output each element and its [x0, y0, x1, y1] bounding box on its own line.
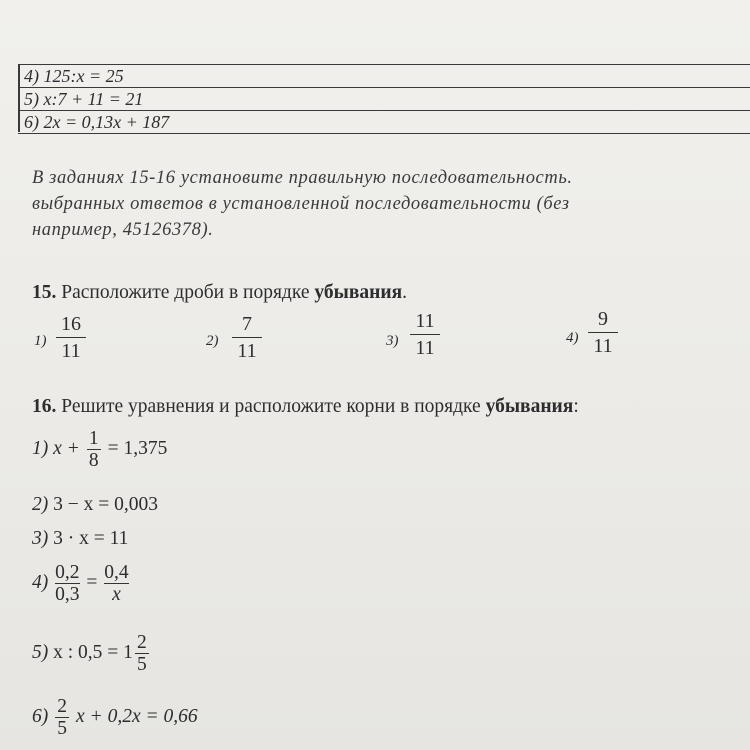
equation-1	[32, 428, 167, 471]
numerator: 1	[88, 428, 99, 449]
question-punct: :	[573, 396, 579, 417]
instructions	[32, 165, 750, 243]
table-top-border	[18, 38, 750, 65]
answer-table	[18, 38, 750, 134]
numerator: 16	[61, 313, 81, 335]
fraction	[135, 632, 149, 675]
equation-text: 3 − x = 0,003	[53, 494, 158, 515]
numerator: 0,4	[104, 562, 129, 583]
numerator: 2	[137, 632, 147, 653]
equation-part: x +	[53, 438, 80, 460]
denominator: 11	[593, 335, 613, 358]
equation-label: 4)	[32, 572, 49, 594]
option-label: 4)	[566, 330, 579, 346]
denominator: 5	[57, 718, 67, 740]
equation-text: 3 · x = 11	[53, 528, 129, 549]
fraction	[55, 562, 79, 605]
fraction-bar	[56, 337, 86, 338]
denominator: 11	[237, 340, 257, 363]
question-keyword: убывания	[485, 396, 574, 417]
equation-label: 5)	[32, 642, 49, 664]
denominator: 8	[88, 450, 99, 472]
question-number: 16.	[32, 396, 57, 417]
denominator: 11	[415, 337, 435, 360]
equation-label: 1)	[32, 438, 49, 460]
option-label: 2)	[206, 333, 219, 349]
equation-part: = 1,375	[107, 438, 168, 460]
denominator: 11	[61, 340, 81, 363]
numerator: 11	[415, 310, 435, 332]
equation-5	[32, 632, 151, 675]
fraction	[410, 310, 440, 359]
denominator: 0,3	[55, 584, 80, 606]
equation-6	[32, 696, 198, 739]
table-cell: 5) x:7 + 11 = 21	[24, 89, 144, 109]
question-16-heading	[32, 396, 579, 418]
fraction	[55, 696, 69, 739]
fraction-bar	[410, 334, 440, 335]
equation-label: 6)	[32, 706, 49, 728]
option-label: 3)	[386, 333, 399, 349]
equation-3	[32, 528, 128, 550]
fraction	[232, 313, 262, 362]
question-punct: .	[402, 282, 408, 303]
fraction-bar	[232, 337, 262, 338]
table-row	[18, 111, 750, 134]
question-number: 15.	[32, 282, 57, 303]
question-15-heading	[32, 282, 407, 304]
equation-2	[32, 494, 158, 516]
equation-part: x + 0,2x = 0,66	[76, 706, 198, 728]
equation-label: 2)	[32, 494, 49, 515]
question-text: Расположите дроби в порядке	[61, 282, 315, 303]
instruction-line: выбранных ответов в установленной последовательности (без	[32, 194, 570, 214]
fraction	[56, 313, 86, 362]
denominator: 5	[137, 654, 147, 676]
fraction-bar	[588, 332, 618, 333]
question-text: Решите уравнения и расположите корни в порядке	[61, 396, 486, 417]
instruction-line: В заданиях 15-16 установите правильную последовательность.	[32, 168, 573, 188]
equation-4	[32, 562, 131, 605]
denominator: x	[112, 584, 121, 606]
table-cell: 6) 2x = 0,13x + 187	[24, 112, 170, 132]
fraction	[588, 308, 618, 357]
fraction	[104, 562, 128, 605]
numerator: 9	[598, 308, 608, 330]
option-label: 1)	[34, 333, 47, 349]
table-cell: 4) 125:x = 25	[24, 66, 124, 86]
question-keyword: убывания	[314, 282, 403, 303]
numerator: 0,2	[55, 562, 80, 583]
numerator: 2	[57, 696, 67, 717]
equals-sign: =	[86, 572, 98, 594]
table-row	[18, 65, 750, 88]
table-row	[18, 88, 750, 111]
instruction-line: например, 45126378).	[32, 220, 214, 240]
numerator: 7	[242, 313, 252, 335]
equation-part: x : 0,5 = 1	[53, 642, 133, 664]
equation-label: 3)	[32, 528, 49, 549]
fraction	[87, 428, 101, 471]
